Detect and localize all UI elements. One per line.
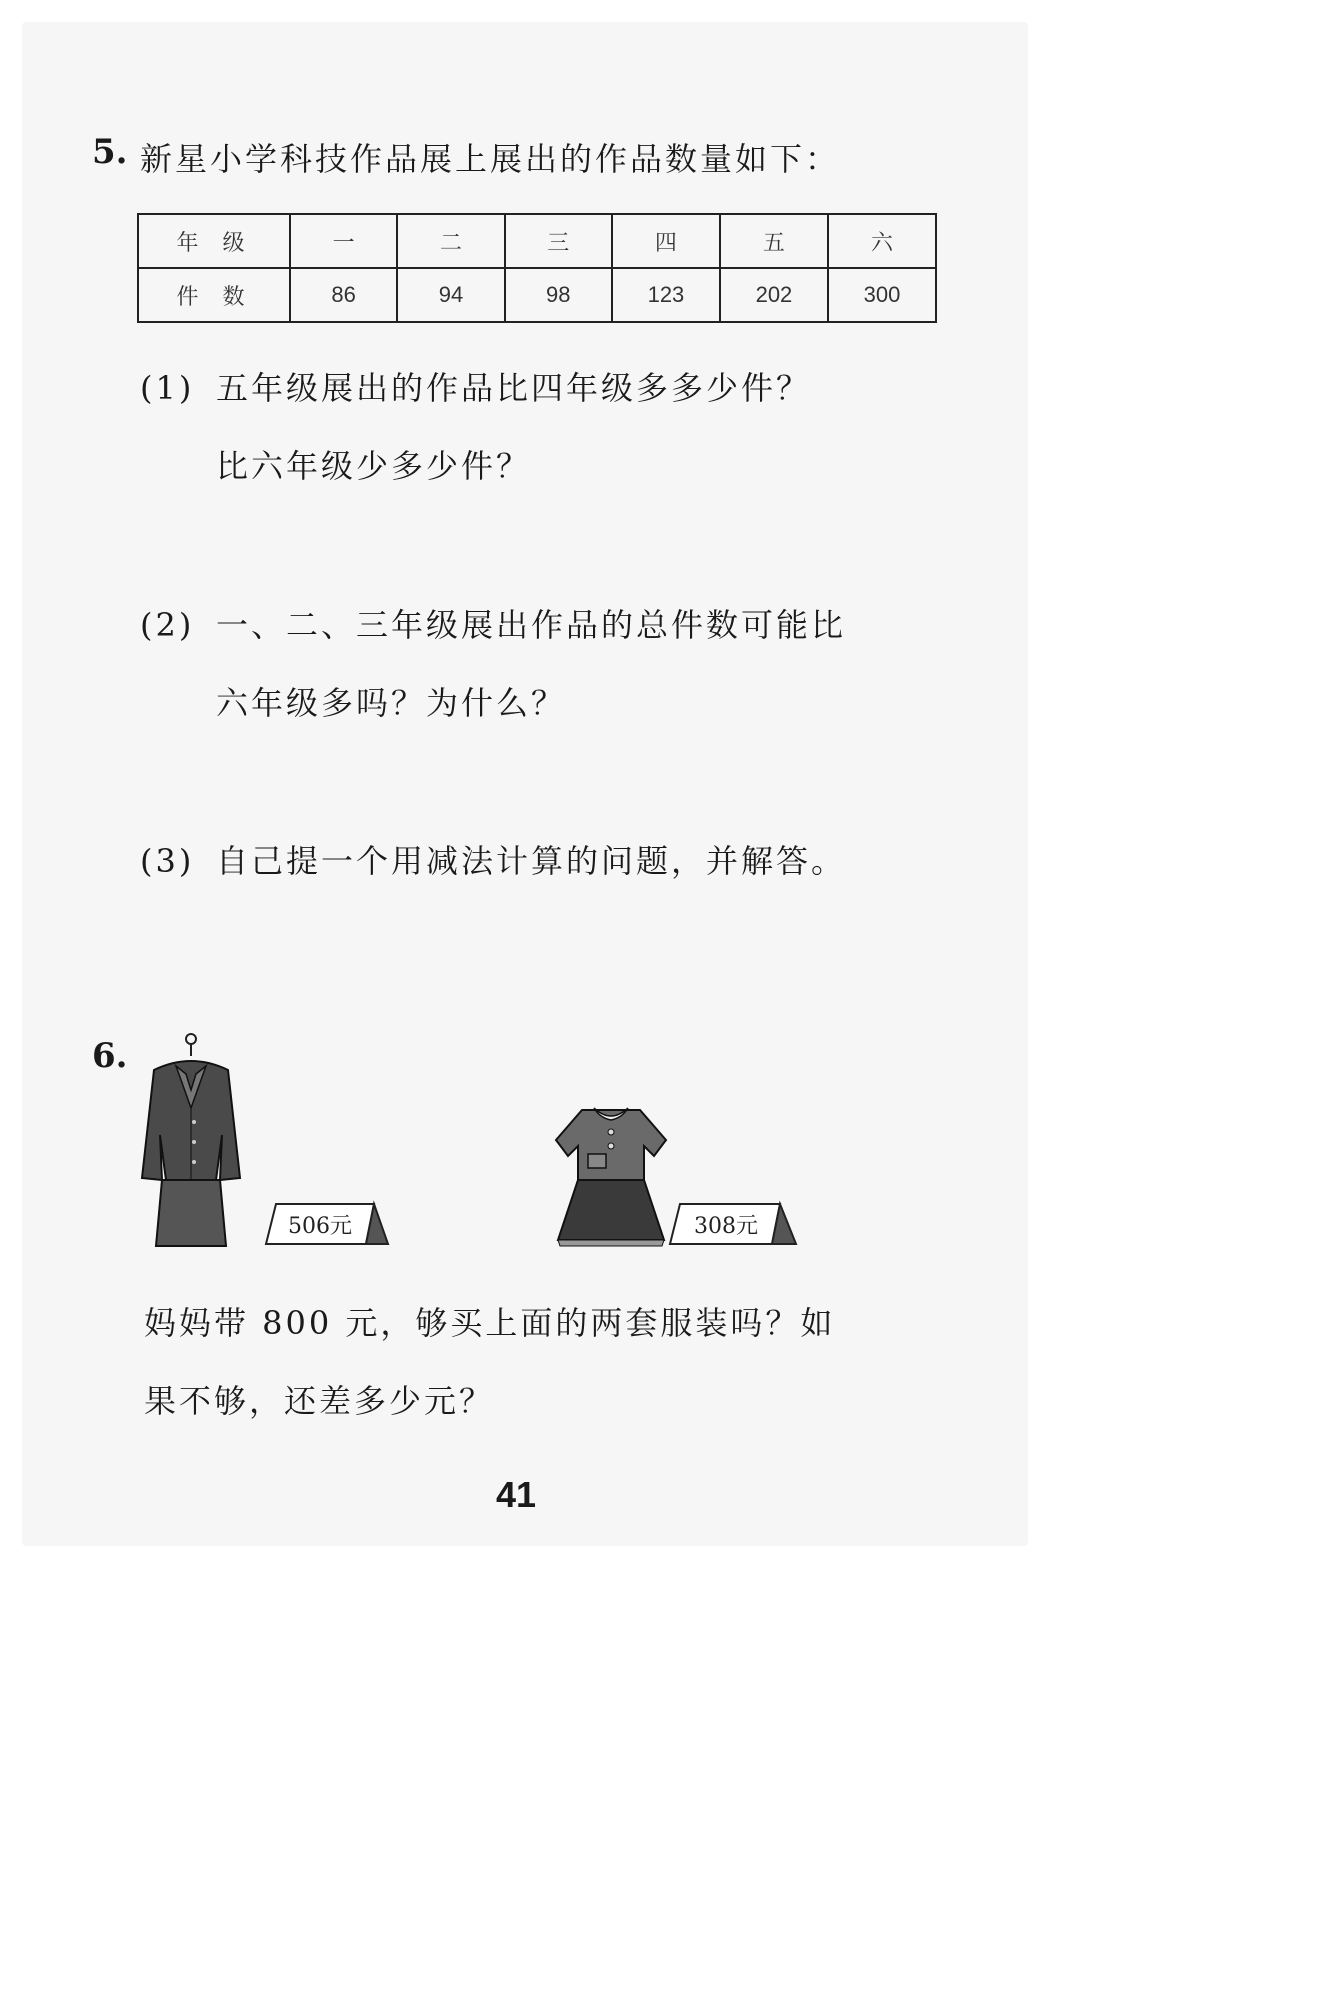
table-row-grade — [138, 214, 936, 268]
subquestion-2-line2: 六年级多吗？为什么？ — [216, 684, 567, 722]
table-cell-grade: 一 — [290, 214, 397, 268]
womens-suit-illustration — [136, 1030, 246, 1252]
table-cell-grade: 三 — [505, 214, 612, 268]
subquestion-1-line1: 五年级展出的作品比四年级多多少件？ — [216, 369, 812, 407]
table-cell-grade: 二 — [397, 214, 504, 268]
subquestion-1-label: (1) — [140, 369, 195, 407]
question-6-number: 6. — [92, 1036, 128, 1076]
question-6-line2: 果不够，还差多少元？ — [144, 1382, 495, 1420]
question-6-line1: 妈妈带 800 元，够买上面的两套服装吗？如 — [144, 1304, 836, 1342]
girls-dress-illustration — [552, 1100, 670, 1252]
table-cell-count: 123 — [612, 268, 720, 322]
table-cell-grade: 四 — [612, 214, 720, 268]
subquestion-3-line1: 自己提一个用减法计算的问题，并解答。 — [216, 842, 847, 880]
table-cell-count: 300 — [828, 268, 936, 322]
table-header-count: 件数 — [138, 268, 290, 322]
question-5-text: 新星小学科技作品展上展出的作品数量如下： — [140, 140, 841, 178]
subquestion-1 — [140, 363, 811, 409]
table-cell-count: 202 — [720, 268, 828, 322]
subquestion-2-label: (2) — [140, 606, 195, 644]
table-row-count — [138, 268, 936, 322]
table-cell-count: 94 — [397, 268, 504, 322]
table-cell-count: 86 — [290, 268, 397, 322]
price-tag-dress — [666, 1198, 800, 1250]
table-cell-count: 98 — [505, 268, 612, 322]
subquestion-3-label: (3) — [140, 842, 195, 880]
price-tag-dress-text: 308元 — [694, 1214, 758, 1239]
exhibit-count-table — [137, 213, 937, 323]
subquestion-2-line1: 一、二、三年级展出作品的总件数可能比 — [216, 606, 847, 644]
table-cell-grade: 六 — [828, 214, 936, 268]
price-tag-suit-text: 506元 — [288, 1214, 352, 1239]
page-number: 41 — [496, 1474, 537, 1515]
question-5-number: 5. — [92, 132, 128, 172]
subquestion-3 — [140, 836, 846, 882]
subquestion-1-line2: 比六年级少多少件？ — [216, 447, 532, 485]
price-tag-suit — [262, 1198, 392, 1250]
table-header-grade: 年级 — [138, 214, 290, 268]
subquestion-2 — [140, 600, 846, 646]
table-cell-grade: 五 — [720, 214, 828, 268]
